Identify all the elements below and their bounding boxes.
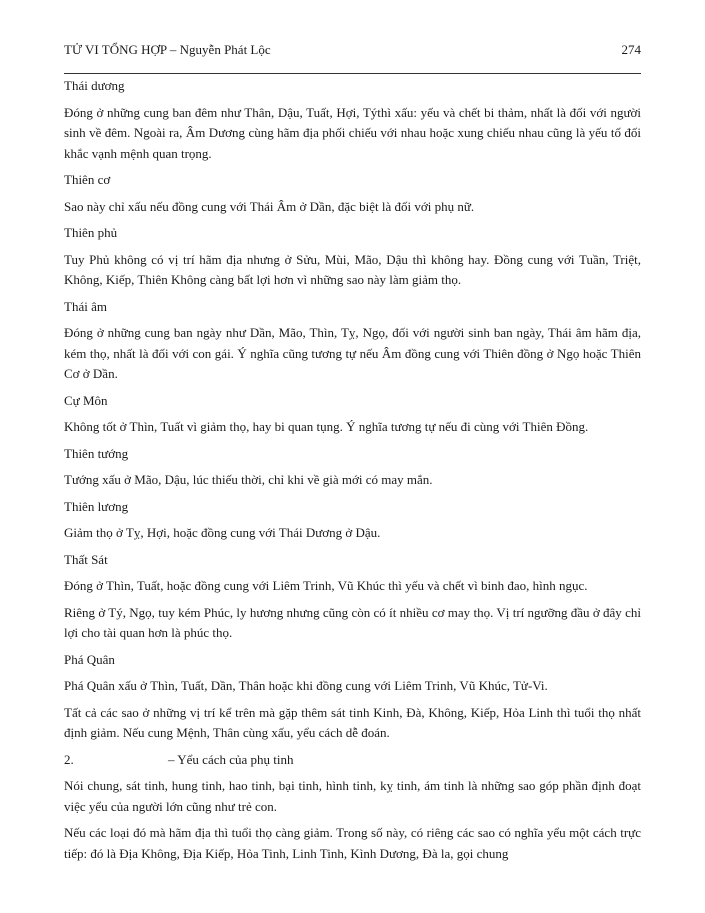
heading-number: 2. <box>64 751 74 767</box>
section-heading: Cự Môn <box>64 392 108 408</box>
section-heading-pha-quan: Phá Quân <box>64 651 115 667</box>
page-number: 274 <box>621 42 641 57</box>
section-paragraph: Không tốt ở Thìn, Tuất vì giảm thọ, hay bi quan tụng. Ý nghĩa tương tự nếu đi cùng với Thiên Đồng. <box>64 419 589 434</box>
section-paragraph: Tướng xấu ở Mão, Dậu, lúc thiếu thời, chỉ khi về già mới có may mắn. <box>64 472 433 487</box>
section-heading: Thiên tướng <box>64 445 129 461</box>
paragraph-rieng: Riêng ở Tý, Ngọ, tuy kém Phúc, ly hương nhưng cũng còn có ít nhiều cơ may thọ. Vị trí ngưỡng đầu ở đây chỉ lợi cho tài quan hơn là phúc thọ. <box>64 604 641 640</box>
header-rule <box>64 73 641 74</box>
section-paragraph: Đóng ở Thìn, Tuất, hoặc đồng cung với Liêm Trinh, Vũ Khúc thì yếu và chết vì binh đao, hình ngục. <box>64 578 588 593</box>
paragraph-neu: Nếu các loại đó mà hãm địa thì tuổi thọ càng giảm. Trong số này, có riêng các sao có nghĩa yểu một cách trực tiếp: đó là Địa Không, Địa Kiếp, Hỏa Tinh, Linh Tinh, Kình Dương, Đà la, gọi chung <box>64 825 641 861</box>
paragraph-pha-quan: Phá Quân xấu ở Thìn, Tuất, Dần, Thân hoặc khi đồng cung với Liêm Trinh, Vũ Khúc, Tử-Vi. <box>64 678 548 693</box>
page-header <box>64 42 641 58</box>
paragraph-noi-chung: Nói chung, sát tinh, hung tinh, hao tinh, bại tinh, hình tinh, kỵ tinh, ám tinh là những sao góp phần định đoạt việc yểu của người lớn cũng như trẻ con. <box>64 778 641 814</box>
section-heading: Thái âm <box>64 298 107 314</box>
section-paragraph: Tuy Phủ không có vị trí hãm địa nhưng ở Sửu, Mùi, Mão, Dậu thì không hay. Đồng cung với Tuần, Triệt, Không, Kiếp, Thiên Không càng bất lợi hơn vì những sao này làm giảm thọ. <box>64 251 641 287</box>
section-heading: Thất Sát <box>64 551 108 567</box>
section-heading: Thái dương <box>64 78 125 93</box>
section-paragraph: Đóng ở những cung ban đêm như Thân, Dậu, Tuất, Hợi, Týthì xấu: yếu và chết bi thảm, nhất là đối với người sinh về đêm. Ngoài ra, Âm Dương cùng hãm địa phối chiếu với nhau hoặc xung chiếu nhau cũng là yếu tố đối khắc vạnh mệnh quan trọng. <box>64 104 641 161</box>
paragraph-tat-ca: Tất cả các sao ở những vị trí kể trên mà gặp thêm sát tinh Kinh, Đà, Không, Kiếp, Hỏa Linh thì tuổi thọ nhất định giảm. Nếu cung Mệnh, Thân cùng xấu, yểu cách dễ đoán. <box>64 704 641 740</box>
section-heading: Thiên lương <box>64 498 129 514</box>
section-paragraph: Sao này chỉ xấu nếu đồng cung với Thái Âm ở Dần, đặc biệt là đối với phụ nữ. <box>64 198 475 214</box>
section-paragraph: Đóng ở những cung ban ngày như Dần, Mão, Thìn, Tỵ, Ngọ, đối với người sinh ban ngày, Thái âm hãm địa, kém thọ, nhất là đối với con gái. Ý nghĩa cũng tương tự nếu Âm đồng cung với Thiên đồng ở Ngọ hoặc Thiên Cơ ở Dần. <box>64 325 641 381</box>
numbered-heading <box>64 750 641 771</box>
section-heading: Thiên phủ <box>64 225 118 240</box>
section-heading: Thiên cơ <box>64 172 111 187</box>
body-text <box>64 76 641 870</box>
heading-title: – Yểu cách của phụ tinh <box>168 751 294 767</box>
header-title: TỬ VI TỔNG HỢP – Nguyễn Phát Lộc <box>64 42 271 57</box>
section-paragraph: Giảm thọ ở Tỵ, Hợi, hoặc đồng cung với Thái Dương ở Dậu. <box>64 525 381 540</box>
